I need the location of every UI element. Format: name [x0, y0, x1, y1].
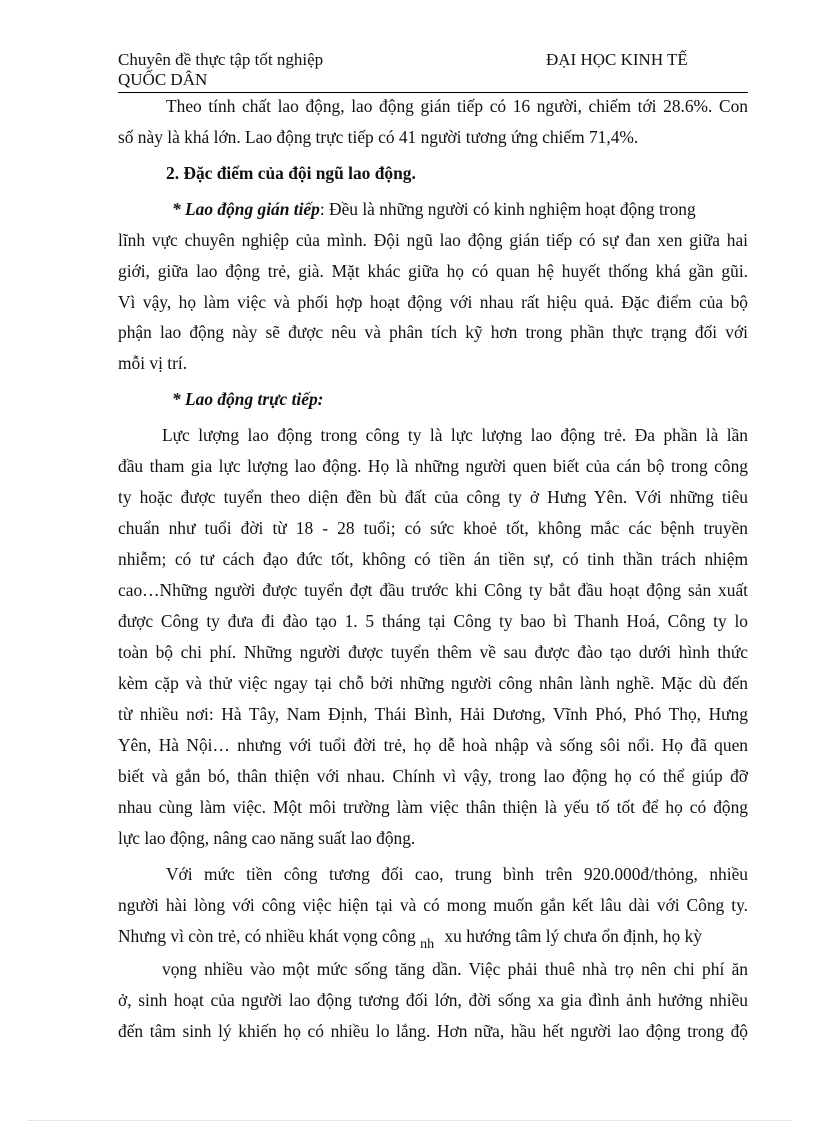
indirect-label: * Lao động gián tiếp — [172, 199, 320, 219]
text-line: được Công ty đưa đi đào tạo 1. 5 tháng tại Công ty bao bì Thanh Hoá, Công ty lo — [118, 611, 748, 631]
text-line: Với mức tiền công tương đối cao, trung bình trên 920.000đ/thỏng, nhiều — [166, 864, 748, 884]
text-line: giới, giữa lao động trẻ, già. Mặt khác giữa họ có quan hệ huyết thống khá gần gũi. — [118, 261, 748, 281]
text-fragment: xu hướng tâm lý chưa ổn định, họ kỳ — [444, 926, 702, 946]
indirect-first-line-text: : Đều là những người có kinh nghiệm hoạt động trong — [319, 199, 696, 219]
text-line: cao…Những người được tuyển đợt đầu trước khi Công ty bắt đầu hoạt động sản xuất — [118, 580, 748, 600]
text-line: lực lao động, nâng cao năng suất lao động. — [118, 828, 416, 848]
text-line: mỗi vị trí. — [118, 353, 188, 373]
text-line: ty hoặc được tuyển theo diện đền bù đất của công ty ở Hưng Yên. Với những tiêu — [118, 487, 748, 507]
text-line-mixed — [118, 926, 702, 952]
text-fragment-subscript: nh — [420, 937, 435, 952]
text-line: nhiễm; có tư cách đạo đức tốt, không có tiền án tiền sự, có tinh thần trách nhiệm — [118, 549, 748, 569]
text-line: đến tâm sinh lý khiến họ có nhiều lo lắng. Hơn nữa, hầu hết người lao động trong độ — [118, 1021, 748, 1041]
header-document-type: Chuyên đề thực tập tốt nghiệp — [118, 50, 324, 69]
header-divider — [118, 92, 748, 93]
text-fragment: Nhưng vì còn trẻ, có nhiều khát vọng công — [118, 926, 416, 946]
text-line: đầu tham gia lực lượng lao động. Họ là những người quen biết của cán bộ trong công — [118, 456, 748, 476]
page-bottom-border — [28, 1120, 792, 1121]
header-university: ĐẠI HỌC KINH TẾ — [546, 50, 688, 69]
text-line: người hài lòng với công việc hiện tại và có mong muốn gắn kết lâu dài với Công ty. — [118, 895, 748, 915]
text-line: kèm cặp và thử việc ngay tại chỗ bởi những người công nhân lành nghề. Mặc dù đến — [118, 673, 748, 693]
text-line: biết và gắn bó, thân thiện với nhau. Chính vì vậy, trong lao động họ có thể giúp đỡ — [118, 766, 748, 786]
text-line: vọng nhiều vào một mức sống tăng dần. Việc phải thuê nhà trọ nên chi phí ăn — [162, 959, 748, 979]
text-line: lĩnh vực chuyên nghiệp của mình. Đội ngũ lao động gián tiếp có sự đan xen giữa hai — [118, 230, 748, 250]
section-heading: 2. Đặc điểm của đội ngũ lao động. — [166, 163, 416, 183]
text-line: Vì vậy, họ làm việc và phối hợp hoạt động với nhau rất hiệu quả. Đặc điểm của bộ — [118, 292, 748, 312]
direct-label: * Lao động trực tiếp: — [172, 389, 324, 409]
text-line: phận lao động này sẽ được nêu và phân tích kỹ hơn trong phần thực trạng đối với — [118, 322, 748, 342]
text-line: nhau cùng làm việc. Một môi trường làm việc thân thiện là yếu tố tốt để họ có động — [118, 797, 748, 817]
indirect-first-line — [172, 199, 748, 220]
text-line: chuẩn như tuổi đời từ 18 - 28 tuổi; có sức khoẻ tốt, không mắc các bệnh truyền — [118, 518, 748, 538]
text-line: Theo tính chất lao động, lao động gián tiếp có 16 người, chiếm tới 28.6%. Con — [166, 96, 748, 116]
header-university-cont: QUỐC DÂN — [118, 70, 208, 89]
text-line: Yên, Hà Nội… nhưng với tuổi đời trẻ, họ dễ hoà nhập và sống sôi nổi. Họ đã quen — [118, 735, 748, 755]
text-line: từ nhiều nơi: Hà Tây, Nam Định, Thái Bình, Hải Dương, Vĩnh Phó, Phó Thọ, Hưng — [118, 704, 748, 724]
text-line: số này là khá lớn. Lao động trực tiếp có 41 người tương ứng chiếm 71,4%. — [118, 127, 639, 147]
text-line: Lực lượng lao động trong công ty là lực lượng lao động trẻ. Đa phần là lần — [162, 425, 748, 445]
text-line: toàn bộ chi phí. Những người được tuyển thêm về sau được đào tạo dưới hình thức — [118, 642, 748, 662]
text-line: ở, sinh hoạt của người lao động tương đối lớn, đời sống xa gia đình ảnh hưởng nhiều — [118, 990, 748, 1010]
